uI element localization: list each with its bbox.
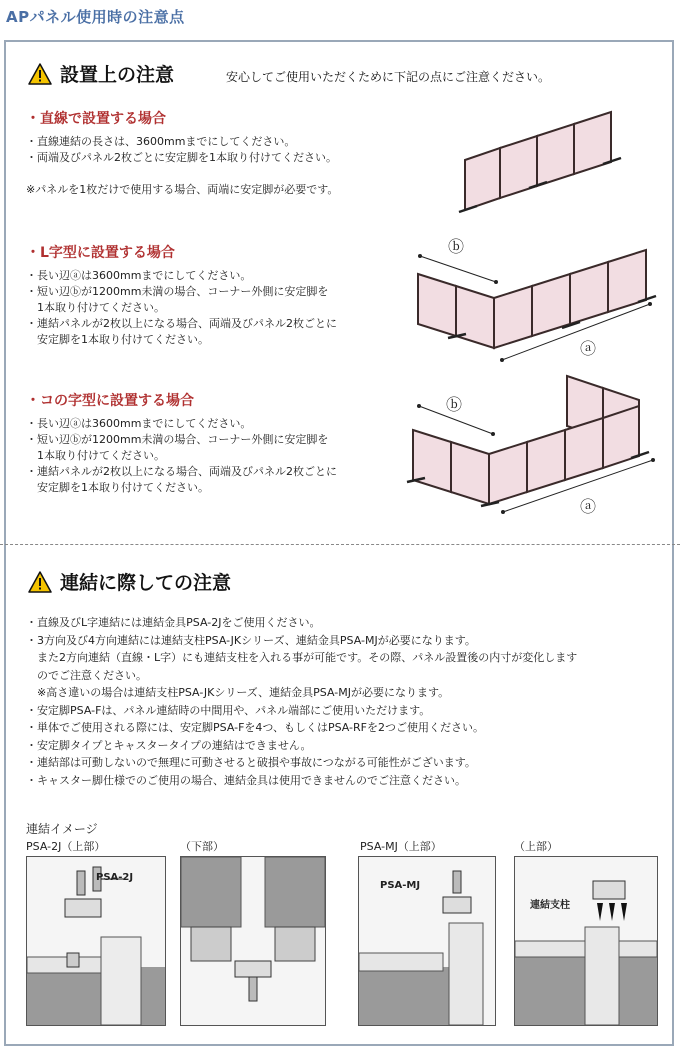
text-line: 安定脚を1本取り付けてください。: [26, 333, 209, 346]
install-heading: 設置上の注意: [60, 64, 175, 86]
case-u-text: [26, 416, 337, 496]
image-heading: 連結イメージ: [26, 822, 98, 836]
image-caption: PSA-MJ（上部）: [360, 840, 442, 853]
text-line: ・3方向及び4方向連結には連結支柱PSA-JKシリーズ、連結金具PSA-MJが必要になります。: [26, 633, 476, 647]
text-line: 1本取り付けてください。: [26, 449, 165, 462]
case-straight-title: ・直線で設置する場合: [26, 111, 166, 127]
image-caption: （下部）: [180, 840, 224, 853]
text-line: ・連結パネルが2枚以上になる場合、両端及びパネル2枚ごとに: [26, 465, 337, 478]
warning-icon: [28, 571, 52, 593]
text-line: ・キャスター脚仕様でのご使用の場合、連結金具は使用できませんのでご注意ください。: [26, 773, 466, 787]
install-subheading: 安心してご使用いただくために下記の点にご注意ください。: [226, 70, 551, 84]
warning-icon: [28, 63, 52, 85]
section-divider: [0, 544, 680, 545]
l-label-a: ⓐ: [580, 339, 597, 358]
psa-2j-label: PSA-2J: [96, 872, 134, 883]
text-line: ・直線連結の長さは、3600mmまでにしてください。: [26, 135, 296, 148]
text-line: ・短い辺ⓑが1200mm未満の場合、コーナー外側に安定脚を: [26, 433, 329, 446]
text-line: ※パネルを1枚だけで使用する場合、両端に安定脚が必要です。: [26, 183, 339, 196]
text-line: 安定脚を1本取り付けてください。: [26, 481, 209, 494]
text-line: また2方向連結（直線・L字）にも連結支柱を入れる事が可能です。その際、パネル設置後の内寸が変化します: [26, 651, 578, 664]
image-caption: PSA-2J（上部）: [26, 840, 106, 853]
install-heading-row: [28, 60, 174, 87]
case-l-text: [26, 268, 337, 348]
text-line: ・安定脚タイプとキャスタータイプの連結はできません。: [26, 738, 312, 752]
text-line: ・長い辺ⓐは3600mmまでにしてください。: [26, 417, 252, 430]
text-line: のでご注意ください。: [26, 668, 147, 682]
text-line: 1本取り付けてください。: [26, 301, 165, 314]
u-label-a: ⓐ: [580, 497, 597, 516]
joint-post-top-illustration: [515, 857, 657, 1025]
u-label-b: ⓑ: [446, 395, 463, 414]
image-caption: （上部）: [514, 840, 558, 853]
text-line: ※高さ違いの場合は連結支柱PSA-JKシリーズ、連結金具PSA-MJが必要になります。: [26, 686, 450, 699]
case-u-title: ・コの字型に設置する場合: [26, 393, 194, 409]
psa-2j-bottom-illustration: [181, 857, 325, 1025]
text-line: ・連結部は可動しないので無理に可動させると破損や事故につながる可能性がございます。: [26, 756, 476, 769]
text-line: ・短い辺ⓑが1200mm未満の場合、コーナー外側に安定脚を: [26, 285, 329, 298]
connect-heading-row: [28, 568, 231, 595]
joint-post-label: 連結支柱: [530, 900, 570, 911]
u-shape-panels-illustration: [405, 372, 660, 522]
text-line: ・連結パネルが2枚以上になる場合、両端及びパネル2枚ごとに: [26, 317, 337, 330]
page-title: APパネル使用時の注意点: [6, 8, 185, 26]
case-l-title: ・L字型に設置する場合: [26, 245, 175, 261]
connect-text: [26, 614, 577, 789]
text-line: ・単体でご使用される際には、安定脚PSA-Fを4つ、もしくはPSA-RFを2つご使用ください。: [26, 721, 484, 734]
text-line: ・安定脚PSA-Fは、パネル連結時の中間用や、パネル端部にご使用いただけます。: [26, 703, 431, 717]
photo-psa-2j-bottom: [180, 856, 326, 1026]
text-line: ・両端及びパネル2枚ごとに安定脚を1本取り付けてください。: [26, 151, 337, 164]
photo-psa-mj-top: [358, 856, 496, 1026]
case-straight-text: [26, 134, 338, 198]
l-label-b: ⓑ: [448, 237, 465, 256]
text-line: [26, 166, 338, 182]
text-line: ・直線及びL字連結には連結金具PSA-2Jをご使用ください。: [26, 616, 321, 629]
photo-joint-post-top: [514, 856, 658, 1026]
connect-heading: 連結に際しての注意: [60, 572, 232, 594]
psa-mj-label: PSA-MJ: [380, 880, 421, 891]
straight-panels-illustration: [455, 100, 635, 220]
text-line: ・長い辺ⓐは3600mmまでにしてください。: [26, 269, 252, 282]
